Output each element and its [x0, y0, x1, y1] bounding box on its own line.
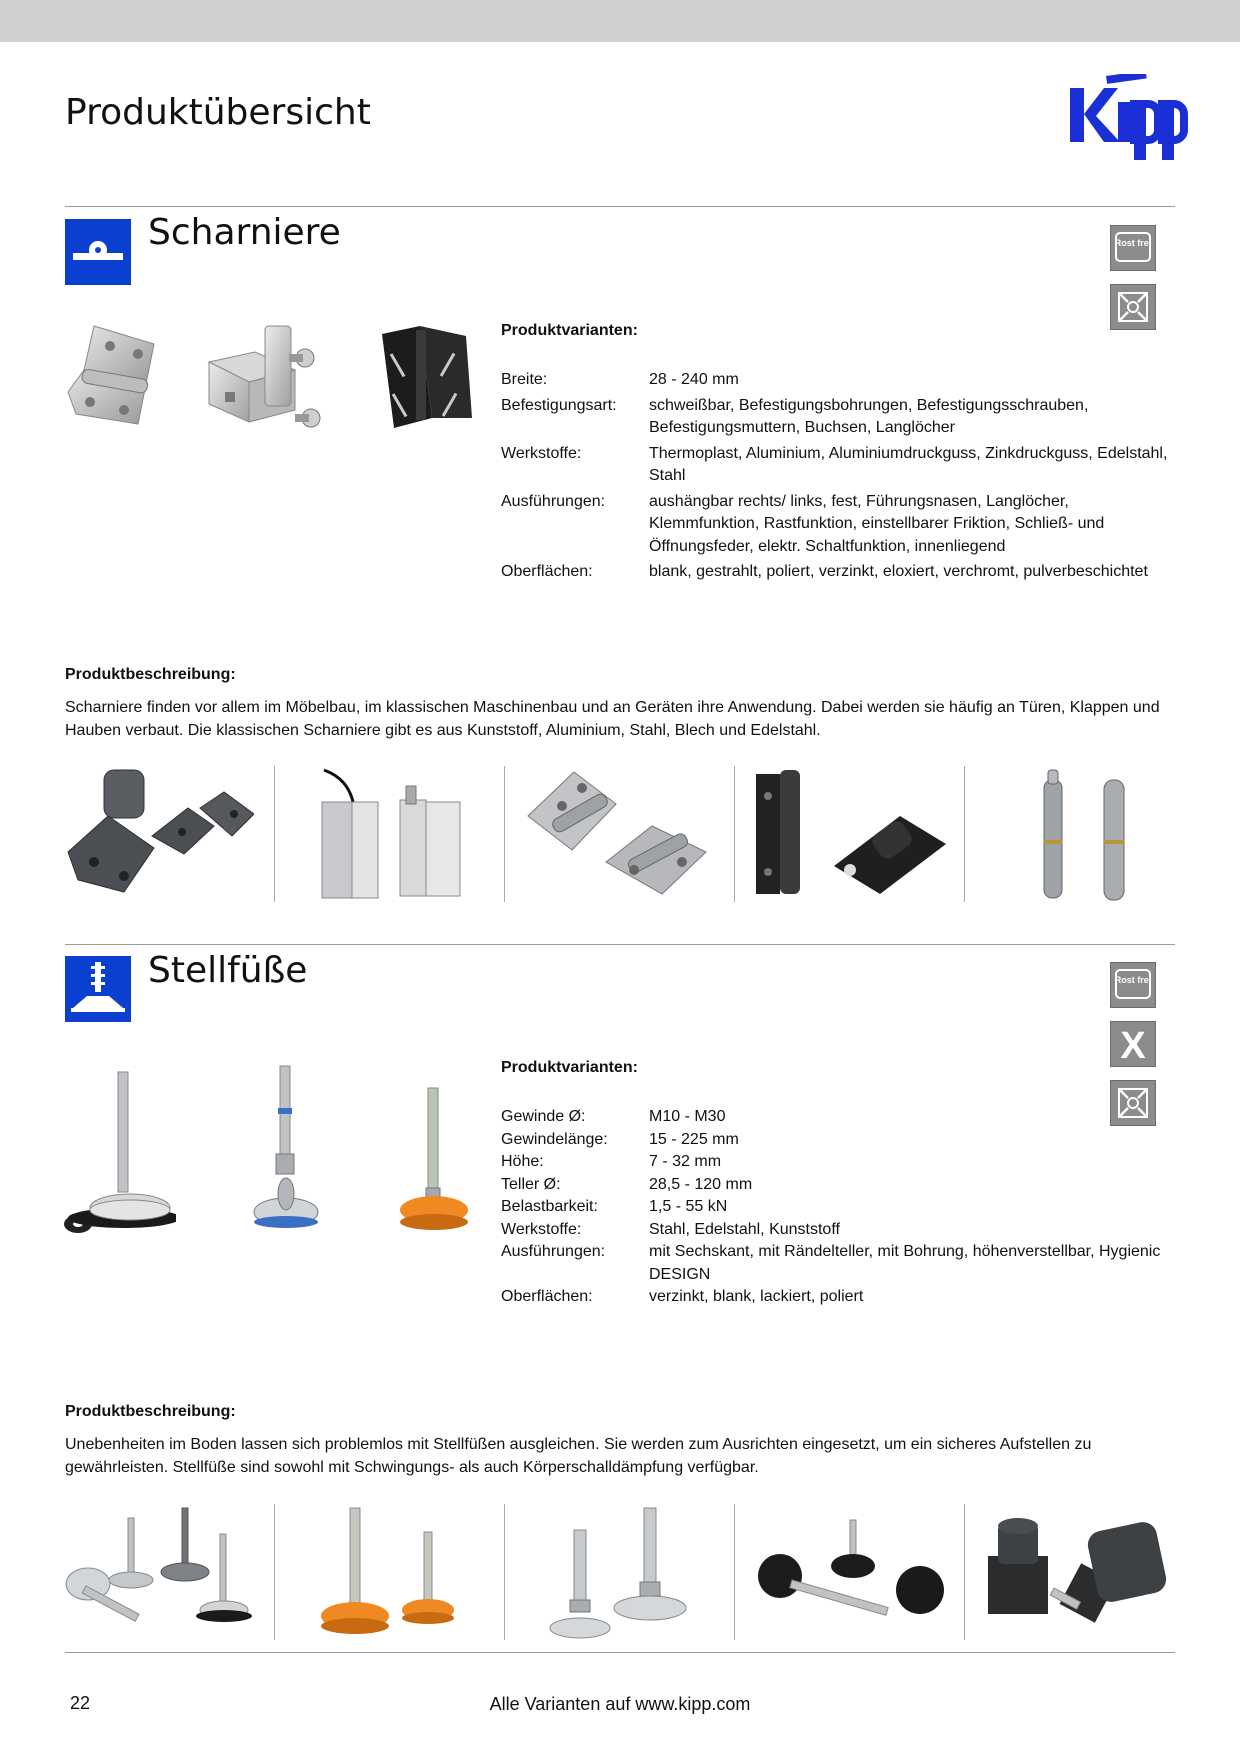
variants-label: Produktvarianten:: [501, 1059, 638, 1076]
hinge-image: [376, 322, 476, 432]
description-text: Unebenheiten im Boden lassen sich problemlos mit Stellfüßen ausgleichen. Sie werden zum Ausrichten eingesetzt, um ein sicheres Aufstellen zu gewährleisten. Stellfüße sind sowohl mit Schwingungs- als auch Körperschalldämpfung verfügbar.: [65, 1436, 1092, 1476]
leveling-foot-image: [752, 1504, 952, 1640]
page-title: Produktübersicht: [65, 92, 371, 133]
svg-text:X: X: [1120, 1025, 1146, 1066]
image-divider: [274, 1504, 275, 1640]
image-divider: [274, 766, 275, 902]
spec-row: Gewinde Ø: M10 - M30: [501, 1108, 726, 1125]
top-bar: [0, 0, 1240, 42]
image-divider: [964, 766, 965, 902]
description-label: Produktbeschreibung:: [65, 1403, 236, 1420]
leveling-foot-image: [246, 1062, 326, 1238]
spec-table: [501, 1106, 1171, 1309]
footer-text: Alle Varianten auf www.kipp.com: [489, 1694, 751, 1714]
spec-row: Werkstoffe: Stahl, Edelstahl, Kunststoff: [501, 1220, 840, 1238]
spec-row: Oberflächen: blank, gestrahlt, poliert, verzinkt, eloxiert, verchromt, pulverbeschichtet: [501, 563, 1148, 580]
spec-row: Ausführungen: mit Sechskant, mit Rändelteller, mit Bohrung, höhenverstellbar, Hygienic DESIGN: [501, 1243, 1161, 1283]
hygienic-badge: [1110, 284, 1156, 330]
variants-label: Produktvarianten:: [501, 322, 638, 339]
svg-text:Rost frei: Rost frei: [1114, 238, 1152, 248]
weld-hinge-image: [1028, 766, 1158, 902]
section-title: Stellfüße: [148, 950, 308, 991]
x-badge: [1110, 1021, 1156, 1067]
rostfrei-badge: [1110, 962, 1156, 1008]
spec-table: [501, 369, 1171, 584]
hinge-image: [750, 766, 950, 902]
spec-row: Teller Ø: 28,5 - 120 mm: [501, 1175, 753, 1193]
spec-row: Befestigungsart: schweißbar, Befestigungsbohrungen, Befestigungsschrauben, Befestigungsmuttern, Buchsen, Langlöcher: [501, 396, 1089, 436]
hinge-image: [64, 322, 174, 432]
description-label: Produktbeschreibung:: [65, 666, 236, 683]
image-divider: [504, 766, 505, 902]
hinge-image: [522, 766, 718, 902]
leveling-foot-image: [318, 1504, 468, 1640]
safety-hinge-image: [310, 766, 480, 902]
spec-row: Ausführungen: aushängbar rechts/ links, fest, Führungsnasen, Langlöcher, Klemmfunktion, Rastfunktion, einstellbarer Friktion, Schließ- und Öffnungsfeder, elektr. Schaltfunktion, innenliegend: [501, 492, 1105, 555]
leveling-foot-image: [398, 1084, 470, 1238]
section-rule: [65, 206, 1175, 207]
spec-row: Gewindelänge: 15 - 225 mm: [501, 1130, 739, 1148]
spec-row: Werkstoffe: Thermoplast, Aluminium, Aluminiumdruckguss, Zinkdruckguss, Edelstahl, Stahl: [501, 444, 1168, 484]
spec-row: Oberflächen: verzinkt, blank, lackiert, poliert: [501, 1288, 864, 1305]
leveling-foot-category-icon: [65, 956, 131, 1022]
image-divider: [734, 1504, 735, 1640]
hinge-image: [64, 766, 254, 902]
spec-row: Breite: 28 - 240 mm: [501, 371, 739, 388]
description-text: Scharniere finden vor allem im Möbelbau, im klassischen Maschinenbau und an Geräten ihre Anwendung. Dabei werden sie häufig an Türen, Klappen und Hauben verbaut. Die klassischen Scharniere gibt es aus Kunststoff, Aluminium, Stahl, Blech und Edelstahl.: [65, 699, 1160, 739]
spec-row: Belastbarkeit: 1,5 - 55 kN: [501, 1198, 728, 1215]
footer-rule: [65, 1652, 1175, 1653]
image-divider: [964, 1504, 965, 1640]
spec-row: Höhe: 7 - 32 mm: [501, 1153, 722, 1170]
leveling-foot-image: [984, 1504, 1180, 1640]
image-divider: [504, 1504, 505, 1640]
leveling-foot-image: [544, 1504, 694, 1640]
image-divider: [734, 766, 735, 902]
leveling-foot-image: [64, 1064, 176, 1240]
kipp-logo: [1068, 74, 1190, 166]
hinge-image: [205, 322, 335, 432]
leveling-foot-image: [64, 1504, 260, 1640]
page-number: 22: [70, 1693, 91, 1713]
rostfrei-badge: [1110, 225, 1156, 271]
hinge-category-icon: [65, 219, 131, 285]
section-title: Scharniere: [148, 212, 341, 253]
svg-text:Rost frei: Rost frei: [1114, 975, 1152, 985]
section-rule: [65, 944, 1175, 945]
